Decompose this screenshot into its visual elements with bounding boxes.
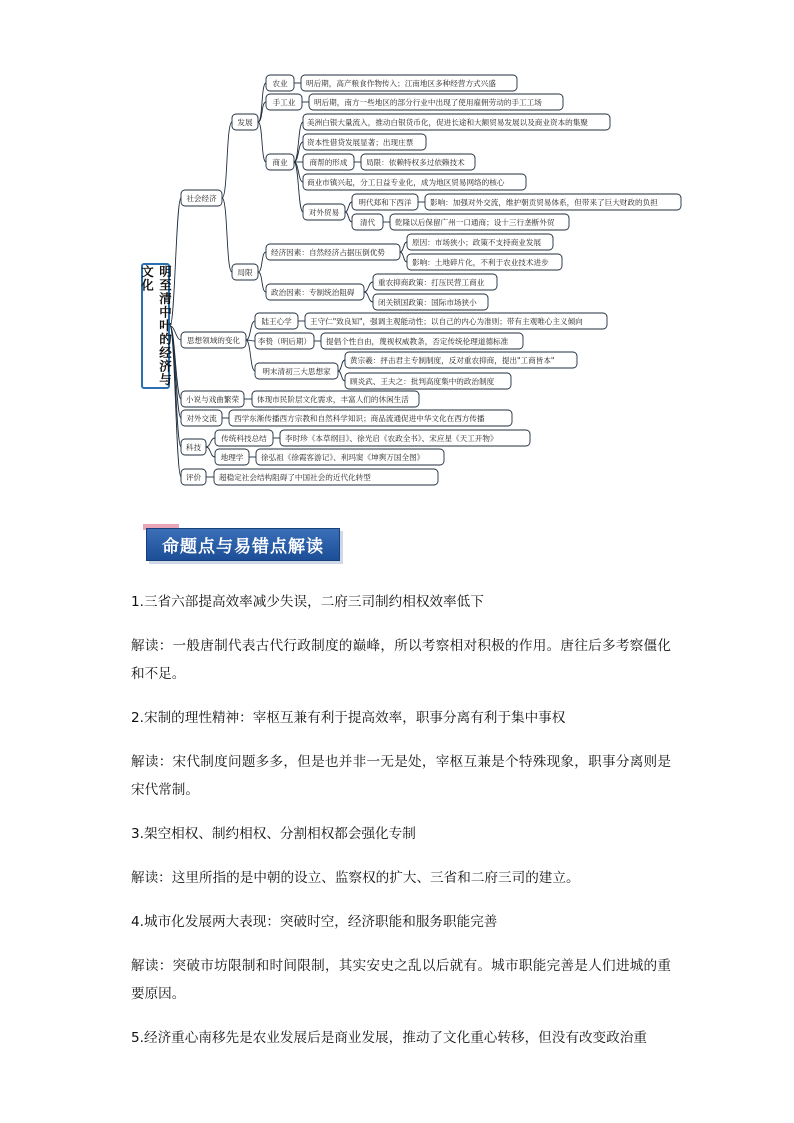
svg-text:对外贸易: 对外贸易 [308, 208, 340, 217]
svg-text:黄宗羲：抨击君主专制制度，反对重农抑商，提出"工商皆本": 黄宗羲：抨击君主专制制度，反对重农抑商，提出"工商皆本" [350, 356, 555, 365]
node-yingxiang [407, 254, 562, 270]
node-keji [181, 439, 206, 455]
node-mingdai [352, 194, 418, 210]
svg-text:传统科技总结: 传统科技总结 [221, 434, 267, 443]
banner-box [146, 528, 340, 561]
note-4-explain: 解读：突破市坊限制和时间限制，其实安史之乱以后就有。城市职能完善是人们进城的重要原因。 [131, 958, 671, 1002]
svg-text:思想领域的变化: 思想领域的变化 [186, 336, 241, 345]
svg-text:手工业: 手工业 [272, 98, 296, 107]
svg-text:王守仁"致良知"，强调主观能动性；以自己的内心为准则；带有主: 王守仁"致良知"，强调主观能动性；以自己的内心为准则；带有主观唯心主义倾向 [310, 317, 583, 326]
svg-text:科技: 科技 [185, 443, 202, 452]
svg-text:资本性借贷发展显著；出现庄票: 资本性借贷发展显著；出现庄票 [307, 138, 414, 147]
note-4-point: 4.城市化发展两大表现：突破时空，经济职能和服务职能完善 [131, 914, 498, 930]
node-shehui-jingji [181, 190, 222, 206]
node-pingjia-detail [214, 469, 438, 485]
svg-text:原因：市场狭小；政策不支持商业发展: 原因：市场狭小；政策不支持商业发展 [412, 238, 542, 247]
node-nongye [266, 75, 294, 91]
note-3-point: 3.架空相权、制约相权、分割相权都会强化专制 [131, 826, 416, 842]
svg-text:李时珍《本草纲目》、徐光启《农政全书》、宋应星《天工开物》: 李时珍《本草纲目》、徐光启《农政全书》、宋应星《天工开物》 [285, 434, 498, 443]
node-duiwaijl-detail [229, 410, 512, 426]
svg-text:徐弘祖《徐霞客游记》、利玛窦《坤舆万国全图》: 徐弘祖《徐霞客游记》、利玛窦《坤舆万国全图》 [261, 453, 425, 462]
node-qingdai [352, 214, 383, 230]
node-jingji-yinsu [266, 244, 400, 260]
svg-text:社会经济: 社会经济 [186, 194, 217, 203]
svg-text:西学东渐传播西方宗教和自然科学知识；商品流通促进中华文化在西: 西学东渐传播西方宗教和自然科学知识；商品流通促进中华文化在西方传播 [234, 414, 485, 423]
svg-text:清代: 清代 [359, 218, 376, 227]
mind-map-root [139, 263, 173, 389]
node-yuanyin [407, 234, 553, 250]
svg-text:闭关锁国政策：国际市场狭小: 闭关锁国政策：国际市场狭小 [378, 298, 477, 307]
node-gu [345, 373, 511, 389]
node-nongye-detail [301, 75, 517, 91]
svg-text:商业市镇兴起，分工日益专业化，成为地区贸易网络的核心: 商业市镇兴起，分工日益专业化，成为地区贸易网络的核心 [307, 178, 505, 187]
svg-text:明代郑和下西洋: 明代郑和下西洋 [358, 198, 412, 207]
node-shangbang-detail [361, 154, 475, 170]
node-dili-detail [256, 449, 444, 465]
node-shougongye [266, 94, 302, 110]
node-luwang-detail [305, 313, 607, 329]
node-shougongye-detail [309, 94, 563, 110]
svg-text:陆王心学: 陆王心学 [261, 317, 292, 326]
node-dili [215, 449, 249, 465]
notes-list [131, 588, 671, 1068]
node-pingjia [181, 469, 206, 485]
node-mingmo [255, 363, 338, 379]
svg-text:局限: 局限 [237, 268, 253, 277]
node-duiwai-jiaoliu [181, 410, 222, 426]
banner-title: 命题点与易错点解读 [162, 537, 324, 557]
note-2-explain: 解读：宋代制度问题多多，但是也并非一无是处，宰枢互兼是个特殊现象，职事分离则是宋代常制。 [131, 754, 671, 798]
section-banner [143, 524, 339, 560]
node-huang [345, 352, 577, 368]
node-lizhi [255, 333, 314, 349]
node-shangye-jiedai [303, 134, 426, 150]
note-2-point: 2.宋制的理性精神：宰枢互兼有利于提高效率，职事分离有利于集中事权 [131, 710, 566, 726]
svg-text:农业: 农业 [272, 79, 288, 88]
node-duiwai-maoyi [303, 204, 345, 220]
node-xiaoshuo-detail [252, 391, 419, 407]
svg-text:发展: 发展 [237, 118, 253, 127]
svg-text:明末清初三大思想家: 明末清初三大思想家 [262, 367, 331, 376]
svg-text:顾炎武、王夫之：批判高度集中的政治制度: 顾炎武、王夫之：批判高度集中的政治制度 [350, 377, 495, 386]
svg-text:重农抑商政策：打压民营工商业: 重农抑商政策：打压民营工商业 [378, 278, 485, 287]
svg-text:政治因素：专制统治阻碍: 政治因素：专制统治阻碍 [271, 288, 355, 297]
note-1-explain: 解读：一般唐制代表古代行政制度的巅峰，所以考察相对积极的作用。唐往后多考察僵化和不足。 [131, 638, 671, 682]
node-lizhi-detail [321, 333, 523, 349]
node-shangbang [303, 154, 354, 170]
node-shangye-baiyin [303, 114, 610, 130]
note-5-point: 5.经济重心南移先是农业发展后是商业发展，推动了文化重心转移，但没有改变政治重 [131, 1030, 647, 1046]
node-sixiang [181, 332, 246, 348]
note-3-explain: 解读：这里所指的是中朝的设立、监察权的扩大、三省和二府三司的建立。 [131, 870, 580, 886]
svg-text:明后期，南方一些地区的部分行业中出现了使用雇佣劳动的手工工场: 明后期，南方一些地区的部分行业中出现了使用雇佣劳动的手工工场 [314, 98, 542, 107]
svg-text:李贽（明后期）: 李贽（明后期） [257, 337, 312, 346]
svg-text:小说与戏曲繁荣: 小说与戏曲繁荣 [185, 395, 240, 404]
node-biguan [373, 294, 488, 310]
svg-text:商帮的形成: 商帮的形成 [309, 158, 348, 167]
note-1-point: 1.三省六部提高效率减少失误，二府三司制约相权效率低下 [131, 594, 484, 610]
node-luwang [255, 313, 298, 329]
node-qingdai-detail [390, 214, 569, 230]
svg-text:经济因素：自然经济占据压倒优势: 经济因素：自然经济占据压倒优势 [271, 248, 385, 257]
node-chuantong [215, 430, 273, 446]
svg-text:乾隆以后保留广州一口通商；设十三行垄断外贸: 乾隆以后保留广州一口通商；设十三行垄断外贸 [395, 218, 555, 227]
node-fazhan [232, 114, 258, 130]
svg-text:超稳定社会结构阻碍了中国社会的近代化转型: 超稳定社会结构阻碍了中国社会的近代化转型 [219, 473, 371, 482]
svg-text:对外交流: 对外交流 [186, 414, 217, 423]
svg-text:明后期，高产粮食作物传入；江南地区多种经营方式兴盛: 明后期，高产粮食作物传入；江南地区多种经营方式兴盛 [306, 79, 496, 88]
svg-text:影响：加强对外交流，维护朝贡贸易体系，但带来了巨大财政的负担: 影响：加强对外交流，维护朝贡贸易体系，但带来了巨大财政的负担 [430, 198, 658, 207]
svg-text:提倡个性自由，蔑视权威教条，否定传统伦理道德标准: 提倡个性自由，蔑视权威教条，否定传统伦理道德标准 [326, 337, 509, 346]
svg-text:评价: 评价 [185, 473, 202, 482]
mind-map-root-title: 明至清中叶的经济与文化 [139, 265, 173, 387]
node-shizhen [303, 174, 526, 190]
node-zhengzhi-yinsu [266, 284, 364, 300]
svg-text:美洲白银大量流入，推动白银货币化，促进长途和大额贸易发展以及: 美洲白银大量流入，推动白银货币化，促进长途和大额贸易发展以及商业资本的集聚 [307, 118, 588, 127]
svg-text:影响：土地碎片化，不利于农业技术进步: 影响：土地碎片化，不利于农业技术进步 [412, 258, 549, 267]
svg-text:局限：依赖特权多过依赖技术: 局限：依赖特权多过依赖技术 [366, 158, 465, 167]
node-shangye [266, 154, 294, 170]
mind-map [0, 0, 794, 500]
node-zhongnong [373, 274, 497, 290]
node-juxian [232, 264, 258, 280]
svg-text:地理学: 地理学 [220, 453, 244, 462]
svg-text:商业: 商业 [272, 158, 288, 167]
node-mingdai-detail [425, 194, 681, 210]
node-chuantong-detail [280, 430, 530, 446]
node-xiaoshuo [181, 391, 244, 407]
svg-text:体现市民阶层文化需求，丰富人们的休闲生活: 体现市民阶层文化需求，丰富人们的休闲生活 [257, 395, 409, 404]
